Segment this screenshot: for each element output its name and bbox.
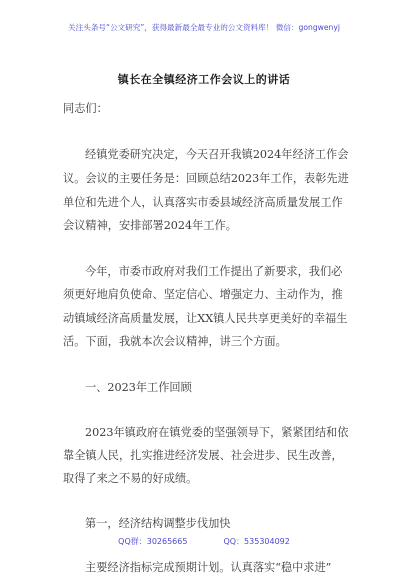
section-heading: 一、2023年工作回顾 bbox=[85, 381, 192, 394]
paragraph-line: 2023年镇政府在镇党委的坚强领导下，紧紧团结和依 bbox=[85, 426, 349, 439]
document-title: 镇长在全镇经济工作会议上的讲话 bbox=[117, 73, 291, 86]
paragraph-line: 主要经济指标完成预期计划。认真落实“稳中求进” bbox=[85, 561, 332, 574]
footer-qq-group: QQ群：30265665 bbox=[118, 537, 188, 546]
footer-contacts bbox=[0, 536, 408, 547]
paragraph-line: 活。下面，我就本次会议精神，讲三个方面。 bbox=[63, 335, 287, 348]
paragraph-line: 会议精神，安排部署2024年工作。 bbox=[63, 219, 237, 232]
subsection-heading: 第一，经济结构调整步伐加快 bbox=[85, 517, 231, 530]
paragraph-line: 动镇域经济高质量发展，让XX镇人民共享更美好的幸福生 bbox=[63, 312, 348, 325]
footer-qq: QQ：535304092 bbox=[223, 537, 290, 546]
paragraph-line: 单位和先进个人，认真落实市委县域经济高质量发展工作 bbox=[63, 196, 343, 209]
paragraph-line: 取得了来之不易的好成绩。 bbox=[63, 472, 198, 485]
salutation: 同志们： bbox=[63, 102, 108, 115]
header-banner: 关注头条号“公文研究”，获得最新最全最专业的公文资料库！ 微信：gongwenyj bbox=[68, 23, 340, 32]
paragraph-line: 靠全镇人民，扎实推进经济发展、社会进步、民生改善， bbox=[63, 449, 343, 462]
paragraph-line: 经镇党委研究决定，今天召开我镇2024年经济工作会 bbox=[85, 148, 349, 161]
paragraph-line: 议。会议的主要任务是：回顾总结2023年工作，表彰先进 bbox=[63, 172, 349, 185]
paragraph-line: 须更好地肩负使命、坚定信心、增强定力、主动作为，推 bbox=[63, 288, 343, 301]
paragraph-line: 今年，市委市政府对我们工作提出了新要求，我们必 bbox=[85, 265, 343, 278]
